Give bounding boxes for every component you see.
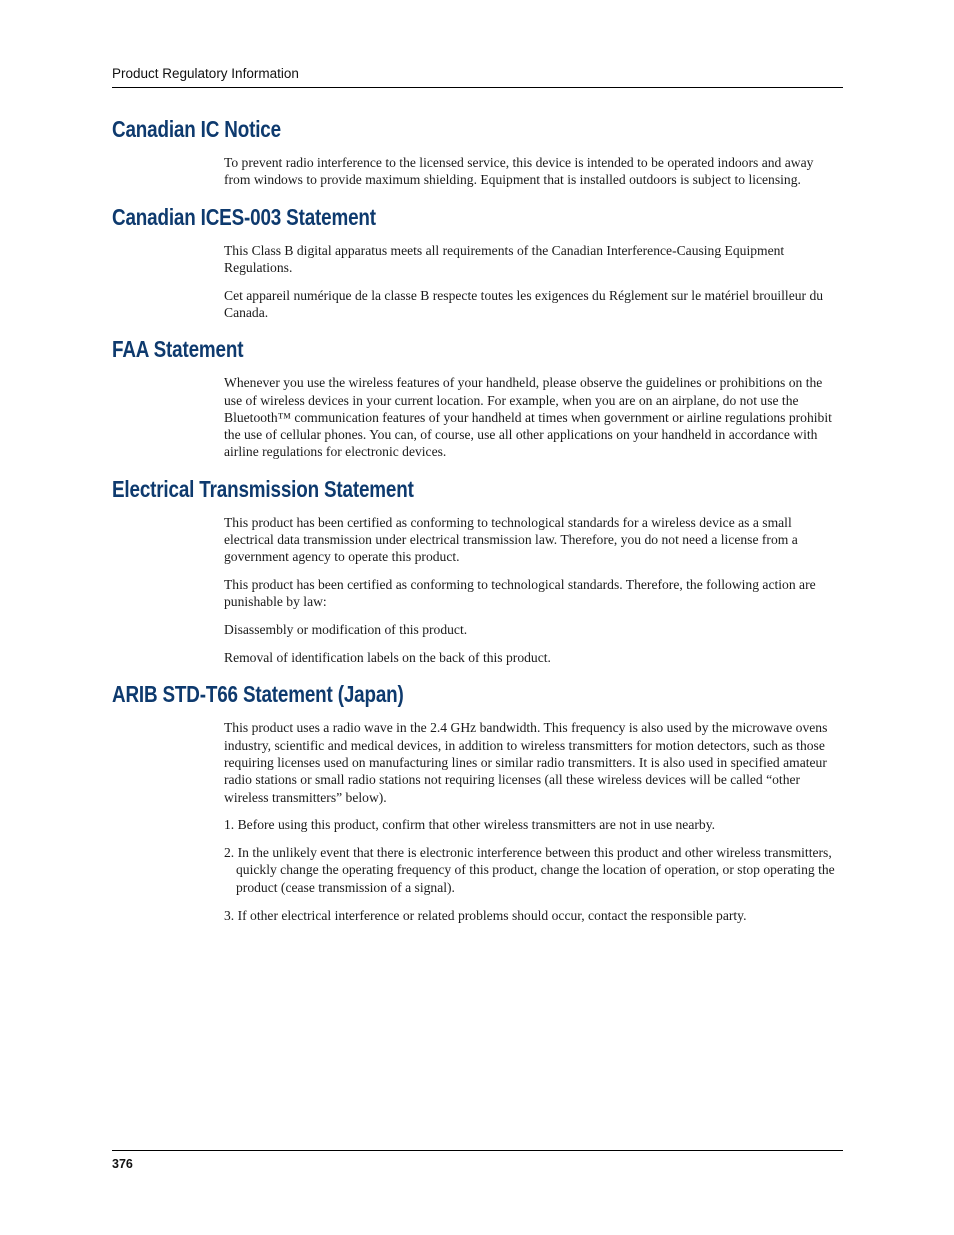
paragraph: Cet appareil numérique de la classe B respecte toutes les exigences du Réglement sur le matériel brouilleur du Canada. xyxy=(224,287,824,320)
page-content xyxy=(112,112,843,934)
section-body xyxy=(224,154,843,189)
section-title: Electrical Transmission Statement xyxy=(112,475,414,502)
section-title: FAA Statement xyxy=(112,336,244,363)
list-item: 1. Before using this product, confirm that other wireless transmitters are not in use nearby. xyxy=(224,817,716,833)
paragraph: This product has been certified as conforming to technological standards. Therefore, the following action are punishable by law: xyxy=(224,577,816,610)
section-faa-statement xyxy=(112,332,843,460)
page-footer xyxy=(112,1150,843,1172)
section-canadian-ic-notice xyxy=(112,112,843,189)
list-item: 3. If other electrical interference or related problems should occur, contact the responsible party. xyxy=(224,907,747,923)
section-title: Canadian IC Notice xyxy=(112,116,281,142)
paragraph: This product uses a radio wave in the 2.4 GHz bandwidth. This frequency is also used by the microwave ovens industry, scientific and medical devices, in addition to wireless transmitters for motion detectors, such as those requiring licenses used on manufacturing lines or similar radio transmitters. It is also used in specified amateur radio stations or small radio stations not requiring licenses (all these wireless devices will be called “other wireless transmitters” below). xyxy=(224,720,828,805)
page-header xyxy=(112,65,843,88)
paragraph: This product has been certified as conforming to technological standards for a wireless device as a small electrical data transmission under electrical transmission law. Therefore, you do not need a license from a government agency to operate this product. xyxy=(224,514,798,565)
section-title: ARIB STD-T66 Statement (Japan) xyxy=(112,681,404,708)
section-title: Canadian ICES-003 Statement xyxy=(112,203,376,230)
section-body xyxy=(224,719,843,923)
paragraph: Whenever you use the wireless features of your handheld, please observe the guidelines or prohibitions on the use of wireless devices in your current location. For example, when you are on an airplane, do not use the Bluetooth™ communication features of your handheld at times when government or airline regulations prohibit the use of cellular phones. You can, of course, use all other applications on your handheld in accordance with airline regulations for electronic devices. xyxy=(224,375,832,460)
section-body xyxy=(224,374,843,460)
header-title: Product Regulatory Information xyxy=(112,66,299,81)
paragraph: To prevent radio interference to the licensed service, this device is intended to be operated indoors and away from windows to provide maximum shielding. Equipment that is installed outdoors is subject to licensing. xyxy=(224,155,814,188)
paragraph: Disassembly or modification of this product. xyxy=(224,622,468,638)
paragraph: This Class B digital apparatus meets all requirements of the Canadian Interference-Causing Equipment Regulations. xyxy=(224,242,785,275)
section-arib-std-t66 xyxy=(112,677,843,923)
section-electrical-transmission xyxy=(112,472,843,667)
section-canadian-ices-003 xyxy=(112,200,843,322)
list-item: 2. In the unlikely event that there is electronic interference between this product and other wireless transmitters, quickly change the operating frequency of this product, change the location of operation, or stop operating the product (cease transmission of a signal). xyxy=(224,845,835,895)
page-number: 376 xyxy=(112,1157,133,1171)
section-body xyxy=(224,242,843,322)
section-body xyxy=(224,514,843,667)
paragraph: Removal of identification labels on the back of this product. xyxy=(224,650,551,666)
